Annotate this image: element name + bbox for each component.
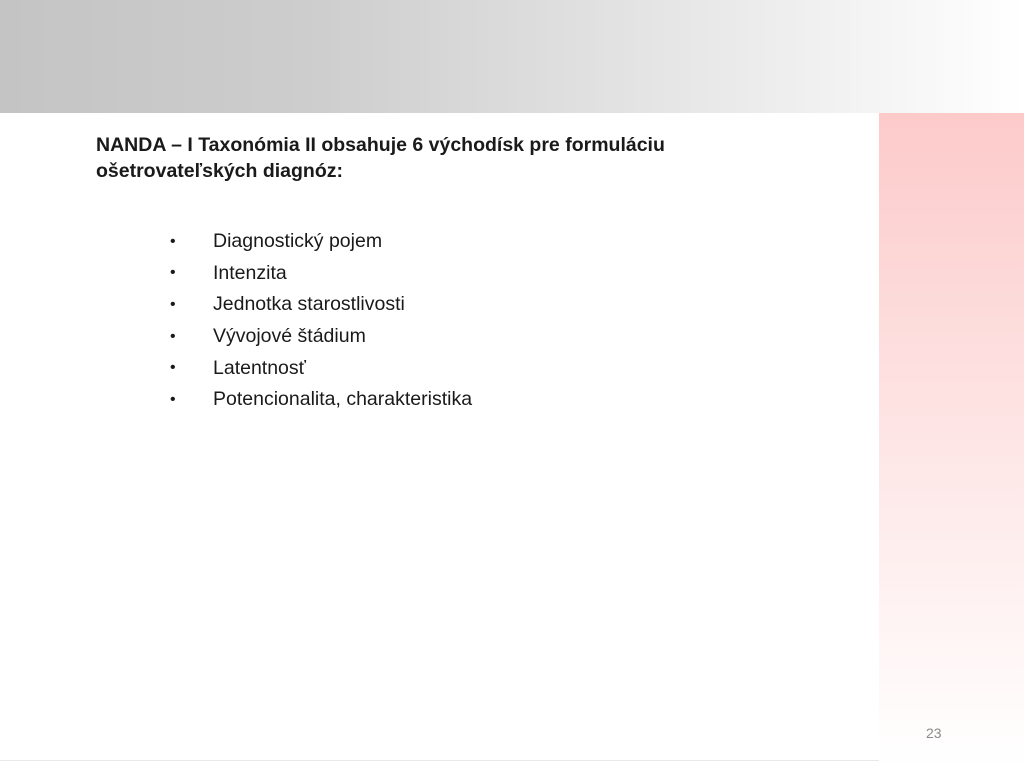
list-item-label: Diagnostický pojem — [213, 230, 383, 253]
list-item — [170, 321, 472, 353]
bottom-divider — [0, 760, 879, 761]
list-item — [170, 384, 472, 416]
list-item — [170, 226, 472, 258]
bullet-icon: • — [170, 264, 176, 282]
list-item-label: Potencionalita, charakteristika — [213, 388, 473, 411]
bullet-icon: • — [170, 295, 176, 313]
list-item — [170, 352, 472, 384]
list-item — [170, 258, 472, 290]
right-gradient-band — [879, 113, 1024, 767]
list-item-label: Vývojové štádium — [213, 325, 366, 348]
list-item — [170, 289, 472, 321]
bullet-icon: • — [170, 327, 176, 345]
list-item-label: Jednotka starostlivosti — [213, 293, 405, 316]
list-item-label: Latentnosť — [213, 356, 306, 379]
top-gradient-band — [0, 0, 1024, 113]
list-item-label: Intenzita — [213, 261, 287, 284]
slide-heading: NANDA – I Taxonómia II obsahuje 6 východísk pre formuláciu ošetrovateľských diagnóz: — [96, 134, 665, 182]
bullet-list — [170, 226, 472, 416]
bullet-icon: • — [170, 390, 176, 408]
page-number: 23 — [926, 725, 942, 741]
bullet-icon: • — [170, 232, 176, 250]
bullet-icon: • — [170, 359, 176, 377]
